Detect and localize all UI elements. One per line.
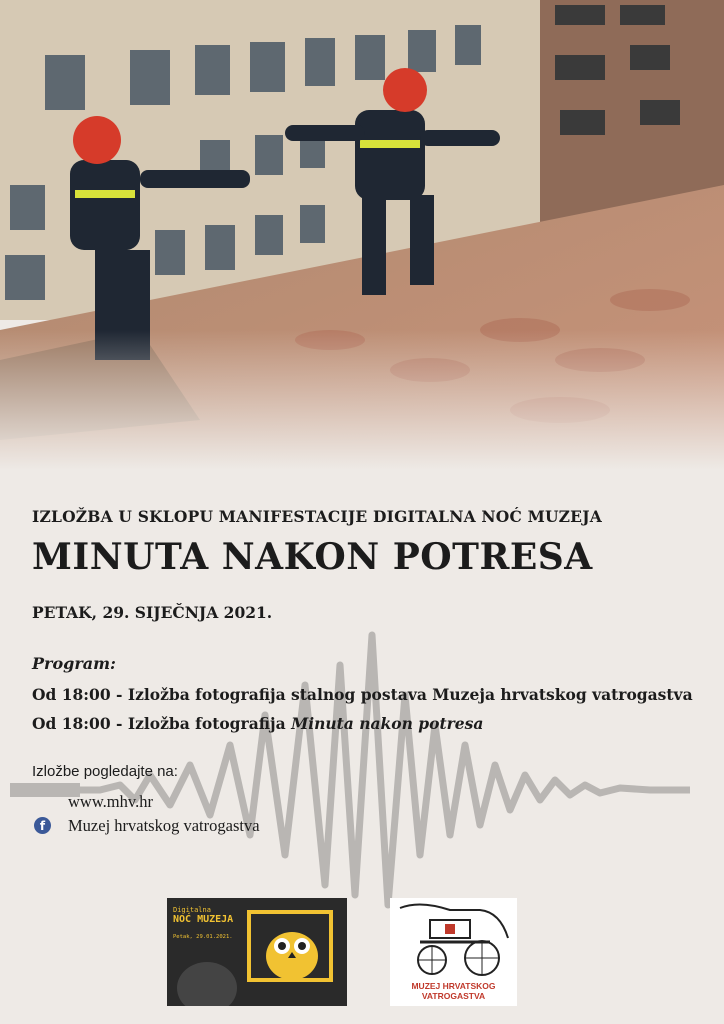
page-title: MINUTA NAKON POTRESA bbox=[32, 536, 593, 578]
mhv-logo bbox=[390, 898, 517, 1006]
event-date: PETAK, 29. SIJEČNJA 2021. bbox=[32, 603, 273, 622]
program-item-text: Od 18:00 - Izložba fotografija stalnog postava Muzeja hrvatskog vatrogastva bbox=[32, 685, 693, 704]
facebook-link[interactable]: Muzej hrvatskog vatrogastva bbox=[68, 816, 260, 835]
logo-name: NOĆ MUZEJA bbox=[173, 914, 234, 925]
mhv-logo-line2: VATROGASTVA bbox=[421, 991, 486, 1001]
owl-icon bbox=[167, 898, 347, 1006]
program-label: Program: bbox=[32, 654, 116, 673]
noc-muzeja-logo bbox=[167, 898, 347, 1006]
header-photo bbox=[0, 0, 724, 470]
program-item-text: Od 18:00 - Izložba fotografija bbox=[32, 714, 292, 733]
facebook-icon[interactable]: f bbox=[34, 817, 51, 834]
fire-engine-icon bbox=[390, 898, 517, 980]
firefighters-roof-illustration bbox=[0, 0, 724, 470]
mhv-logo-line1: MUZEJ HRVATSKOG bbox=[411, 981, 496, 991]
links-intro: Izložbe pogledajte na: bbox=[32, 763, 178, 780]
logo-date: Petak, 29.01.2021. bbox=[173, 934, 233, 940]
logo-small-text: Digitalna bbox=[173, 906, 211, 914]
exhibition-subtitle: IZLOŽBA U SKLOPU MANIFESTACIJE DIGITALNA NOĆ MUZEJA bbox=[32, 507, 602, 526]
program-item bbox=[32, 714, 483, 733]
website-link[interactable]: www.mhv.hr bbox=[68, 792, 153, 811]
program-item bbox=[32, 685, 693, 704]
program-item-italic: Minuta nakon potresa bbox=[291, 714, 484, 733]
